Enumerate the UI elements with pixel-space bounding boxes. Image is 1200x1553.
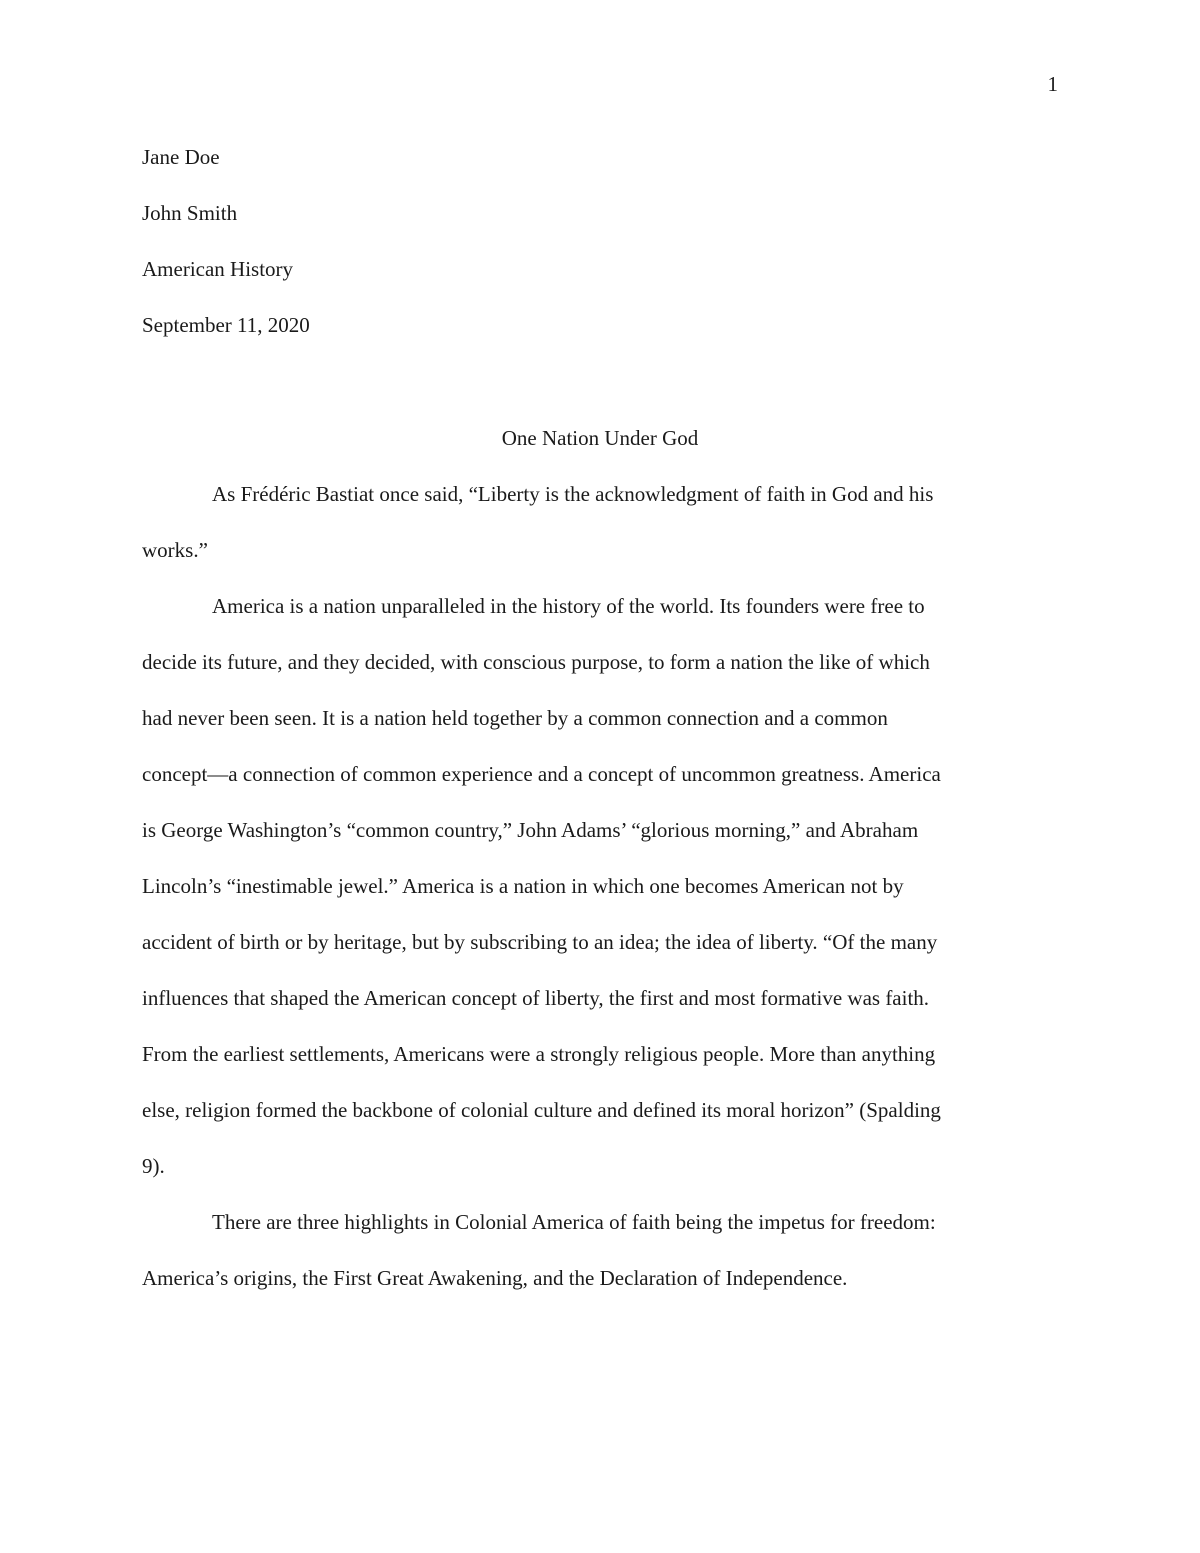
paragraph-line: concept—a connection of common experience and a concept of uncommon greatness. America bbox=[142, 762, 941, 786]
paragraph-line: Lincoln’s “inestimable jewel.” America is a nation in which one becomes American not by bbox=[142, 874, 904, 898]
paragraph-line: decide its future, and they decided, with conscious purpose, to form a nation the like of which bbox=[142, 650, 930, 674]
course-name: American History bbox=[142, 257, 294, 281]
student-name: Jane Doe bbox=[142, 145, 220, 169]
paragraph-1 bbox=[142, 480, 1058, 592]
paragraph-line: had never been seen. It is a nation held together by a common connection and a common bbox=[142, 706, 888, 730]
paper-date: September 11, 2020 bbox=[142, 313, 310, 337]
paragraph-line: accident of birth or by heritage, but by subscribing to an idea; the idea of liberty. “Of the many bbox=[142, 930, 938, 954]
paragraph-line: influences that shaped the American concept of liberty, the first and most formative was faith. bbox=[142, 986, 930, 1010]
instructor-name: John Smith bbox=[142, 201, 238, 225]
paragraph-line: is George Washington’s “common country,” John Adams’ “glorious morning,” and Abraham bbox=[142, 818, 919, 842]
paragraph-line: 9). bbox=[142, 1154, 165, 1178]
paragraph-line: As Frédéric Bastiat once said, “Liberty is the acknowledgment of faith in God and his bbox=[212, 482, 934, 506]
paragraph-line: There are three highlights in Colonial America of faith being the impetus for freedom: bbox=[212, 1210, 936, 1234]
essay-body bbox=[142, 424, 1058, 1320]
paragraph-line: works.” bbox=[142, 538, 208, 562]
paragraph-line: else, religion formed the backbone of colonial culture and defined its moral horizon” (Spalding bbox=[142, 1098, 941, 1122]
paragraph-line: America is a nation unparalleled in the history of the world. Its founders were free to bbox=[212, 594, 925, 618]
paragraph-line: America’s origins, the First Great Awakening, and the Declaration of Independence. bbox=[142, 1266, 848, 1290]
paragraph-2 bbox=[142, 592, 1058, 1208]
paper-title: One Nation Under God bbox=[501, 426, 699, 450]
paragraph-3 bbox=[142, 1208, 1058, 1320]
paragraph-line: From the earliest settlements, Americans were a strongly religious people. More than anything bbox=[142, 1042, 936, 1066]
page-number: 1 bbox=[1047, 72, 1058, 96]
mla-heading bbox=[142, 143, 1058, 367]
